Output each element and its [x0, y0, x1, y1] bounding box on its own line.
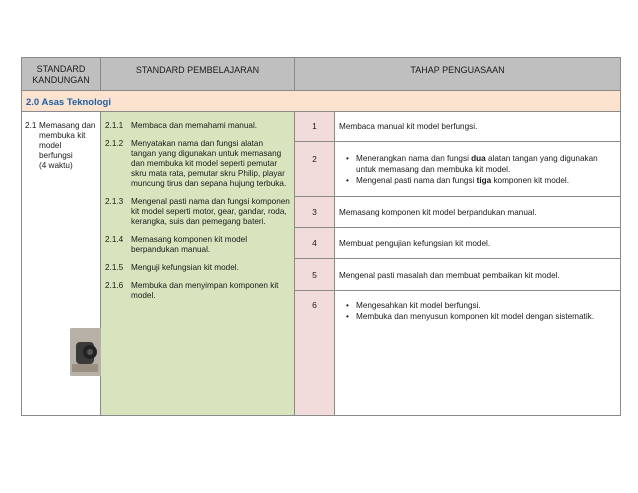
level-bullet-item: • Mengenal pasti nama dan fungsi tiga komponen kit model. [356, 175, 616, 186]
level-description-text: Mengenal pasti masalah dan membuat pembaikan kit model. [339, 271, 560, 280]
level-description [335, 291, 620, 415]
learning-standard-text: Membuka dan menyimpan komponen kit model. [131, 281, 279, 300]
learning-standard-item [105, 139, 290, 189]
content-standard-text: Memasang dan membuka kit model berfungsi [39, 121, 96, 160]
level-bullet-list [339, 300, 616, 322]
content-standard-number: 2.1 [25, 121, 37, 130]
level-bullet-item: • Membuka dan menyusun komponen kit model dengan sistematik. [356, 311, 616, 322]
learning-standard-text: Membaca dan memahami manual. [131, 121, 258, 130]
section-title [22, 91, 620, 112]
level-description-text: Membaca manual kit model berfungsi. [339, 122, 478, 131]
level-description [335, 259, 620, 291]
level-bullet-item: • Menerangkan nama dan fungsi dua alatan tangan yang digunakan untuk memasang dan membuka kit model. [356, 153, 616, 175]
level-bullet-item: • Mengesahkan kit model berfungsi. [356, 300, 616, 311]
learning-standard-text: Mengenal pasti nama dan fungsi komponen kit model seperti motor, gear, gandar, roda, kerangka, suis dan pemegang bateri. [131, 197, 290, 226]
level-description [335, 228, 620, 259]
learning-standard-number: 2.1.3 [105, 197, 124, 206]
level-number-text: 2 [312, 154, 317, 164]
learning-standard-number: 2.1.6 [105, 281, 124, 290]
level-description [335, 197, 620, 228]
content-standard-cell [22, 112, 101, 415]
level-number-text: 6 [312, 300, 317, 310]
learning-standard-item [105, 235, 290, 255]
level-description [335, 112, 620, 142]
learning-standard-number: 2.1.1 [105, 121, 124, 130]
level-number [295, 197, 335, 228]
learning-standard-text: Menguji kefungsian kit model. [131, 263, 239, 272]
learning-standard-number: 2.1.4 [105, 235, 124, 244]
header-standard-kandungan [22, 58, 101, 91]
level-description [335, 142, 620, 197]
learning-standard-item [105, 197, 290, 227]
header-standard-pembelajaran [101, 58, 295, 91]
level-description-text: Memasang komponen kit model berpandukan manual. [339, 208, 537, 217]
learning-standard-item [105, 263, 290, 273]
header-col2-label: STANDARD PEMBELAJARAN [135, 65, 260, 75]
level-number [295, 259, 335, 291]
kit-model-photo [70, 328, 102, 376]
curriculum-table [21, 57, 621, 416]
level-number [295, 112, 335, 142]
level-number-text: 3 [312, 207, 317, 217]
level-bullet-list [339, 153, 616, 186]
section-title-text: 2.0 Asas Teknologi [26, 97, 111, 108]
level-number-text: 4 [312, 238, 317, 248]
learning-standard-item [105, 281, 290, 301]
learning-standard-text: Memasang komponen kit model berpandukan manual. [131, 235, 248, 254]
learning-standards-cell [101, 112, 295, 415]
level-number [295, 142, 335, 197]
learning-standard-text: Menyatakan nama dan fungsi alatan tangan yang digunakan untuk memasang dan membuka kit model seperti pemutar skru mata rata, pemutar skru Philip, playar muncung tirus dan sepana hujung terbuka. [131, 139, 287, 188]
content-standard-duration: (4 waktu) [39, 161, 73, 170]
header-col1-label: STANDARD KANDUNGAN [32, 64, 90, 85]
learning-standard-number: 2.1.2 [105, 139, 124, 148]
kit-model-image [70, 328, 102, 376]
learning-standard-number: 2.1.5 [105, 263, 124, 272]
level-number [295, 291, 335, 415]
level-description-text: Membuat pengujian kefungsian kit model. [339, 239, 491, 248]
level-number [295, 228, 335, 259]
header-col3-label: TAHAP PENGUASAAN [410, 65, 505, 75]
learning-standard-item [105, 121, 290, 131]
level-number-text: 5 [312, 270, 317, 280]
header-tahap-penguasaan [295, 58, 620, 91]
level-number-text: 1 [312, 121, 317, 131]
